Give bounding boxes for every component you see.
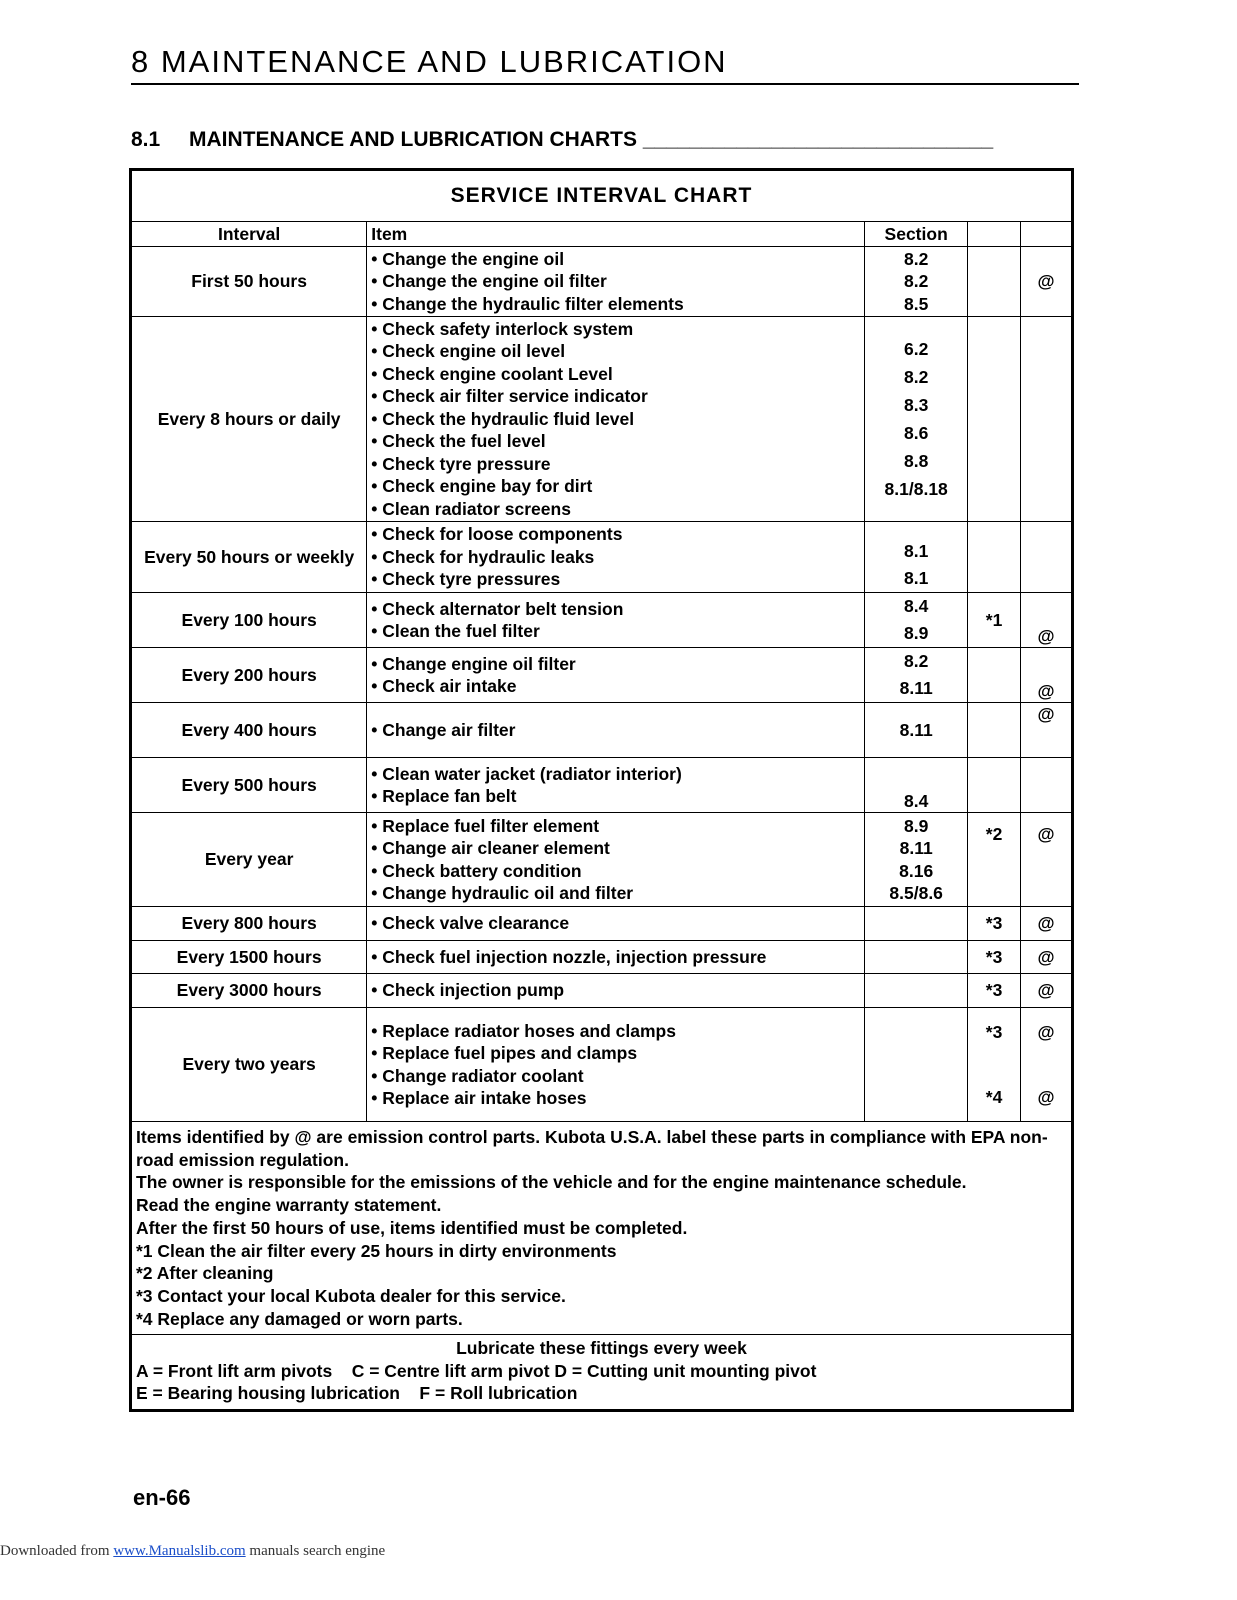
emission-cell: [1021, 703, 1073, 758]
page-number: en-66: [133, 1485, 191, 1510]
emission-cell: [1021, 593, 1073, 648]
table-row: [131, 907, 1073, 941]
item-cell: [367, 974, 865, 1008]
note-cell: [968, 941, 1021, 974]
table-row: [131, 1008, 1073, 1122]
table-row: [131, 317, 1073, 522]
emission-marker: @: [1037, 824, 1055, 844]
section-rule: ______________________________: [642, 128, 994, 151]
section-ref: 8.1: [903, 568, 929, 588]
item-line: • Replace radiator hoses and clamps: [371, 1020, 860, 1043]
item-line: • Check air intake: [371, 675, 860, 698]
note-cell: [968, 648, 1021, 703]
note-cell: [968, 907, 1021, 941]
interval-cell: Every 200 hours: [131, 648, 367, 703]
emission-marker: @: [1037, 680, 1055, 701]
emission-cell: [1021, 974, 1073, 1008]
section-ref: 8.4: [903, 596, 929, 616]
emission-cell: [1021, 941, 1073, 974]
section-ref: 6.2: [903, 339, 929, 359]
item-line: • Check battery condition: [371, 860, 860, 883]
item-line: • Change air filter: [371, 719, 860, 742]
item-line: • Change the hydraulic filter elements: [371, 293, 860, 316]
interval-cell: Every 100 hours: [131, 593, 367, 648]
emission-marker: @: [1037, 1086, 1055, 1107]
table-row: [131, 522, 1073, 593]
section-heading: [131, 128, 1071, 152]
section-ref: 8.1/8.18: [884, 479, 948, 499]
section-ref: 8.2: [903, 651, 929, 671]
section-ref: 8.4: [903, 790, 929, 811]
emission-cell: [1021, 317, 1073, 522]
emission-marker: @: [1037, 980, 1055, 1001]
section-ref: 8.2: [903, 271, 929, 292]
table-row: [131, 813, 1073, 907]
section-ref: 8.5: [903, 293, 929, 314]
item-line: • Check alternator belt tension: [371, 598, 860, 621]
item-line: • Change engine oil filter: [371, 653, 860, 676]
section-ref: 8.11: [899, 678, 933, 698]
header-section: Section: [865, 222, 968, 247]
section-ref: 8.3: [903, 395, 929, 415]
chart-title: SERVICE INTERVAL CHART: [131, 170, 1073, 222]
service-interval-chart: [129, 168, 1074, 1412]
note-ref: *2: [985, 824, 1003, 844]
interval-cell: First 50 hours: [131, 247, 367, 317]
table-row: [131, 648, 1073, 703]
interval-cell: Every 50 hours or weekly: [131, 522, 367, 593]
table-row: [131, 974, 1073, 1008]
note-cell: [968, 247, 1021, 317]
table-row: [131, 941, 1073, 974]
item-line: • Check engine bay for dirt: [371, 475, 860, 498]
note-ref: *3: [985, 1022, 1003, 1042]
item-line: • Change the engine oil filter: [371, 270, 860, 293]
note-ref: *3: [985, 946, 1003, 967]
section-ref: 8.2: [903, 248, 929, 269]
item-line: • Check injection pump: [371, 979, 860, 1002]
item-line: • Check engine coolant Level: [371, 363, 860, 386]
item-line: • Change air cleaner element: [371, 837, 860, 860]
section-cell: [865, 1008, 968, 1122]
emission-cell: [1021, 522, 1073, 593]
item-cell: [367, 907, 865, 941]
manualslib-link[interactable]: www.Manualslib.com: [113, 1543, 246, 1559]
item-line: • Check for hydraulic leaks: [371, 546, 860, 569]
emission-marker: @: [1037, 1022, 1055, 1042]
note-ref: *4: [985, 1086, 1003, 1107]
item-line: • Check tyre pressures: [371, 568, 860, 591]
note-cell: [968, 317, 1021, 522]
item-cell: [367, 941, 865, 974]
interval-cell: Every year: [131, 813, 367, 907]
item-cell: [367, 317, 865, 522]
section-ref: 8.11: [899, 838, 933, 858]
note-cell: [968, 1008, 1021, 1122]
emission-cell: [1021, 1008, 1073, 1122]
item-line: • Check tyre pressure: [371, 453, 860, 476]
section-cell: [865, 941, 968, 974]
item-line: • Change the engine oil: [371, 248, 860, 271]
lubrication-line: A = Front lift arm pivots C = Centre lift arm pivot D = Cutting unit mounting pivot: [136, 1360, 817, 1381]
item-line: • Check for loose components: [371, 523, 860, 546]
section-ref: 8.2: [903, 367, 929, 387]
item-cell: [367, 703, 865, 758]
item-line: • Check the fuel level: [371, 430, 860, 453]
item-cell: [367, 247, 865, 317]
note-text: *2 After cleaning: [136, 1263, 274, 1284]
header-row: [131, 222, 1073, 247]
section-cell: [865, 703, 968, 758]
lubrication-line: E = Bearing housing lubrication F = Roll lubrication: [136, 1383, 578, 1404]
item-line: • Replace fan belt: [371, 785, 860, 808]
item-line: • Check safety interlock system: [371, 318, 860, 341]
section-ref: 8.11: [899, 719, 933, 740]
section-number: 8.1: [131, 128, 161, 151]
chapter-title: 8 MAINTENANCE AND LUBRICATION: [131, 44, 1079, 85]
interval-cell: Every 8 hours or daily: [131, 317, 367, 522]
section-cell: [865, 974, 968, 1008]
emission-marker: @: [1037, 271, 1055, 292]
interval-cell: Every two years: [131, 1008, 367, 1122]
section-cell: [865, 317, 968, 522]
emission-cell: [1021, 648, 1073, 703]
note-cell: [968, 758, 1021, 813]
interval-cell: Every 1500 hours: [131, 941, 367, 974]
table-row: [131, 703, 1073, 758]
section-ref: 8.9: [903, 623, 929, 643]
interval-cell: Every 3000 hours: [131, 974, 367, 1008]
note-text: After the first 50 hours of use, items identified must be completed.: [136, 1217, 688, 1238]
item-line: • Change hydraulic oil and filter: [371, 882, 860, 905]
notes-row: [131, 1122, 1073, 1335]
section-cell: [865, 522, 968, 593]
section-cell: [865, 648, 968, 703]
note-text: *1 Clean the air filter every 25 hours in dirty environments: [136, 1240, 617, 1261]
section-ref: 8.1: [903, 541, 929, 561]
section-cell: [865, 758, 968, 813]
footer-suffix: manuals search engine: [245, 1543, 386, 1559]
item-line: • Replace fuel pipes and clamps: [371, 1042, 860, 1065]
note-cell: [968, 974, 1021, 1008]
download-footer: [0, 1543, 385, 1560]
interval-cell: Every 400 hours: [131, 703, 367, 758]
item-cell: [367, 1008, 865, 1122]
section-ref: 8.6: [903, 423, 929, 443]
table-row: [131, 247, 1073, 317]
section-cell: [865, 593, 968, 648]
section-title: MAINTENANCE AND LUBRICATION CHARTS: [189, 128, 637, 151]
header-item: Item: [367, 222, 865, 247]
item-line: • Clean the fuel filter: [371, 620, 860, 643]
item-line: • Change radiator coolant: [371, 1065, 860, 1088]
header-interval: Interval: [131, 222, 367, 247]
item-cell: [367, 648, 865, 703]
item-line: • Check engine oil level: [371, 340, 860, 363]
item-cell: [367, 813, 865, 907]
note-cell: [968, 703, 1021, 758]
note-text: *4 Replace any damaged or worn parts.: [136, 1308, 463, 1329]
note-ref: *3: [985, 980, 1003, 1001]
lubrication-row: [131, 1335, 1073, 1411]
item-line: • Check the hydraulic fluid level: [371, 408, 860, 431]
note-ref: *3: [985, 913, 1003, 934]
section-cell: [865, 813, 968, 907]
item-line: • Replace fuel filter element: [371, 815, 860, 838]
header-emission: [1021, 222, 1073, 247]
item-line: • Check valve clearance: [371, 912, 860, 935]
note-ref: *1: [985, 609, 1003, 630]
notes-cell: [131, 1122, 1073, 1335]
section-ref: 8.5/8.6: [889, 883, 943, 903]
lubrication-title: Lubricate these fittings every week: [456, 1338, 747, 1359]
item-line: • Clean water jacket (radiator interior): [371, 763, 860, 786]
interval-cell: Every 500 hours: [131, 758, 367, 813]
section-ref: 8.9: [903, 815, 929, 836]
section-cell: [865, 247, 968, 317]
emission-marker: @: [1037, 913, 1055, 934]
emission-cell: [1021, 813, 1073, 907]
item-cell: [367, 758, 865, 813]
note-text: Items identified by @ are emission control parts. Kubota U.S.A. label these parts in compliance with EPA non-road emission regulation.: [136, 1127, 1048, 1170]
lubrication-cell: [131, 1335, 1073, 1411]
emission-marker: @: [1037, 625, 1055, 646]
item-cell: [367, 522, 865, 593]
item-line: • Clean radiator screens: [371, 498, 860, 521]
emission-marker: @: [1037, 946, 1055, 967]
note-text: Read the engine warranty statement.: [136, 1195, 442, 1216]
footer-prefix: Downloaded from: [0, 1543, 114, 1559]
note-cell: [968, 593, 1021, 648]
section-ref: 8.8: [903, 451, 929, 471]
item-cell: [367, 593, 865, 648]
header-note: [968, 222, 1021, 247]
emission-cell: [1021, 907, 1073, 941]
emission-marker: @: [1037, 704, 1055, 724]
note-cell: [968, 522, 1021, 593]
table-row: [131, 758, 1073, 813]
note-text: *3 Contact your local Kubota dealer for this service.: [136, 1285, 566, 1306]
item-line: • Check fuel injection nozzle, injection pressure: [371, 946, 860, 969]
note-cell: [968, 813, 1021, 907]
table-row: [131, 593, 1073, 648]
interval-cell: Every 800 hours: [131, 907, 367, 941]
emission-cell: [1021, 758, 1073, 813]
section-cell: [865, 907, 968, 941]
item-line: • Check air filter service indicator: [371, 385, 860, 408]
section-ref: 8.16: [899, 860, 934, 881]
note-text: The owner is responsible for the emissions of the vehicle and for the engine maintenance schedule.: [136, 1172, 967, 1193]
item-line: • Replace air intake hoses: [371, 1087, 860, 1110]
emission-cell: [1021, 247, 1073, 317]
